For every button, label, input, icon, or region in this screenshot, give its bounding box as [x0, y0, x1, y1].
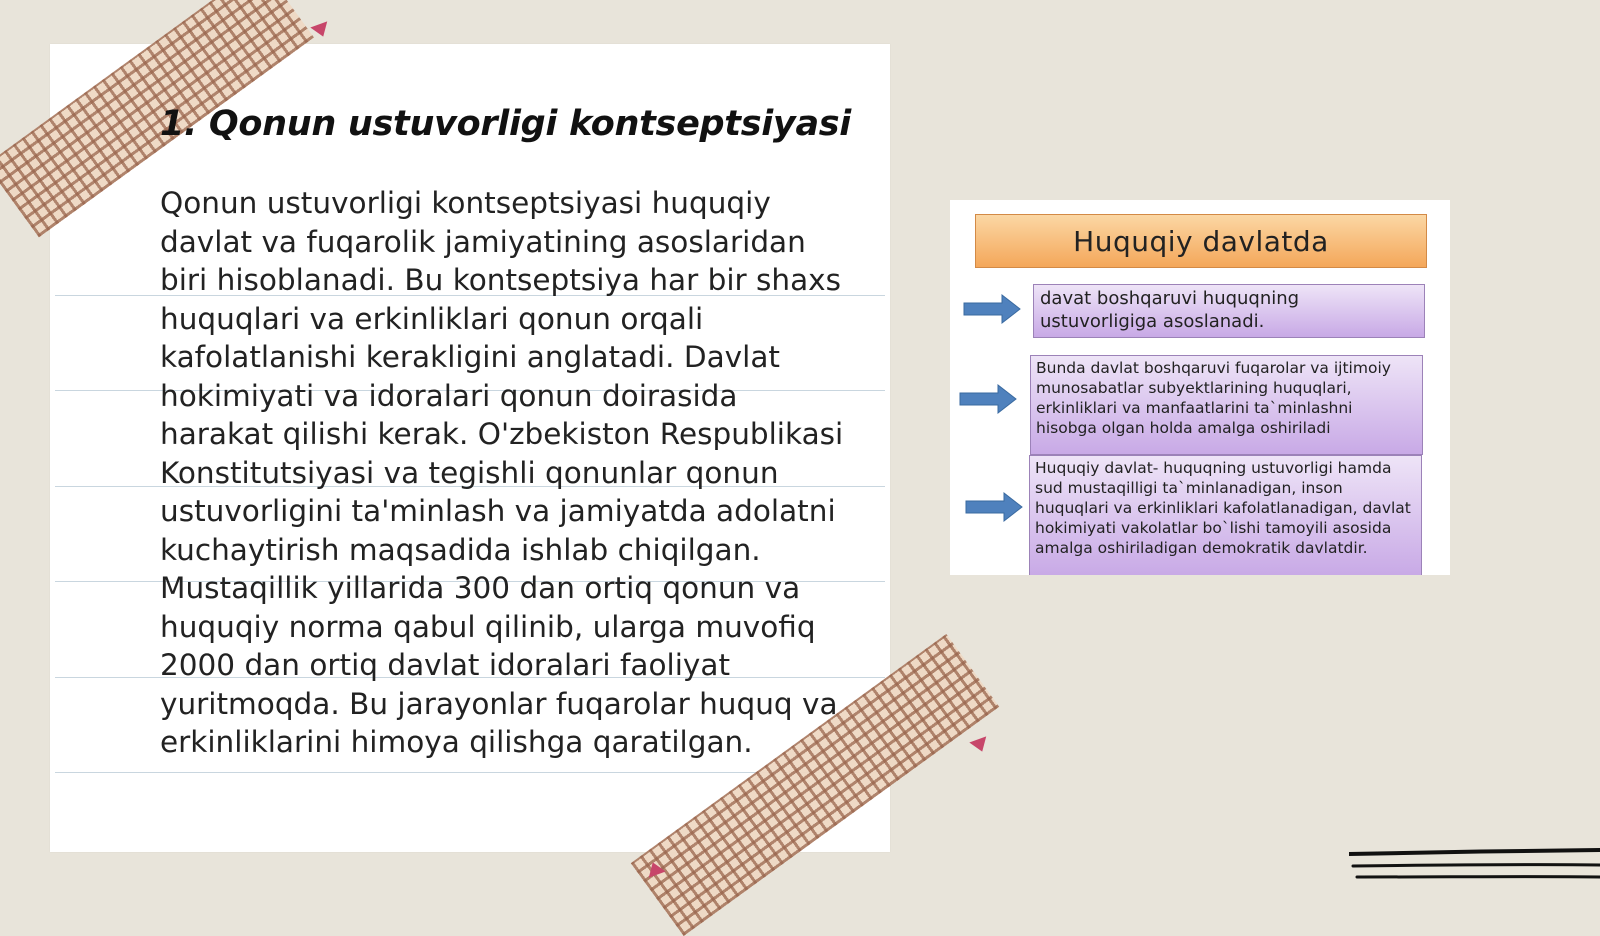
legal-state-diagram [950, 200, 1450, 575]
slide-title: 1. Qonun ustuvorligi kontseptsiyasi [160, 104, 851, 144]
arrow-right-icon [958, 382, 1018, 416]
pin-icon [310, 21, 331, 39]
diagram-item: Huquqiy davlat- huquqning ustuvorligi hamda sud mustaqilligi ta`minlanadigan, inson huquqlari va erkinliklari kafolatlanadigan, davlat hokimiyati vakolatlar bo`lishi tamoyili asosida amalga oshiriladigan demokratik davlatdir. [1029, 455, 1422, 575]
slide-body-text: Qonun ustuvorligi kontseptsiyasi huquqiy davlat va fuqarolik jamiyatining asoslaridan biri hisoblanadi. Bu kontseptsiya har bir shaxs huquqlari va erkinliklari qonun orqali kafolatlanishi kerakligini anglatadi. Davlat hokimiyati va idoralari qonun doirasida harakat qilishi kerak. O'zbekiston Respublikasi Konstitutsiyasi va tegishli qonunlar qonun ustuvorligini ta'minlash va jamiyatda adolatni kuchaytirish maqsadida ishlab chiqilgan. Mustaqillik yillarida 300 dan ortiq qonun va huquqiy norma qabul qilinib, ularga muvofiq 2000 dan ortiq davlat idoralari faoliyat yuritmoqda. Bu jarayonlar fuqarolar huquq va erkinliklarini himoya qilishga qaratilgan. [160, 186, 844, 759]
decorative-lines [1349, 846, 1600, 890]
diagram-item: davat boshqaruvi huquqning ustuvorligiga asoslanadi. [1033, 284, 1425, 338]
diagram-header: Huquqiy davlatda [975, 214, 1427, 268]
arrow-right-icon [964, 490, 1024, 524]
diagram-item: Bunda davlat boshqaruvi fuqarolar va ijtimoiy munosabatlar subyektlarining huquqlari, erkinliklari va manfaatlarini ta`minlashni hisobga olgan holda amalga oshiriladi [1030, 355, 1423, 455]
pin-icon [969, 736, 990, 754]
arrow-right-icon [962, 292, 1022, 326]
